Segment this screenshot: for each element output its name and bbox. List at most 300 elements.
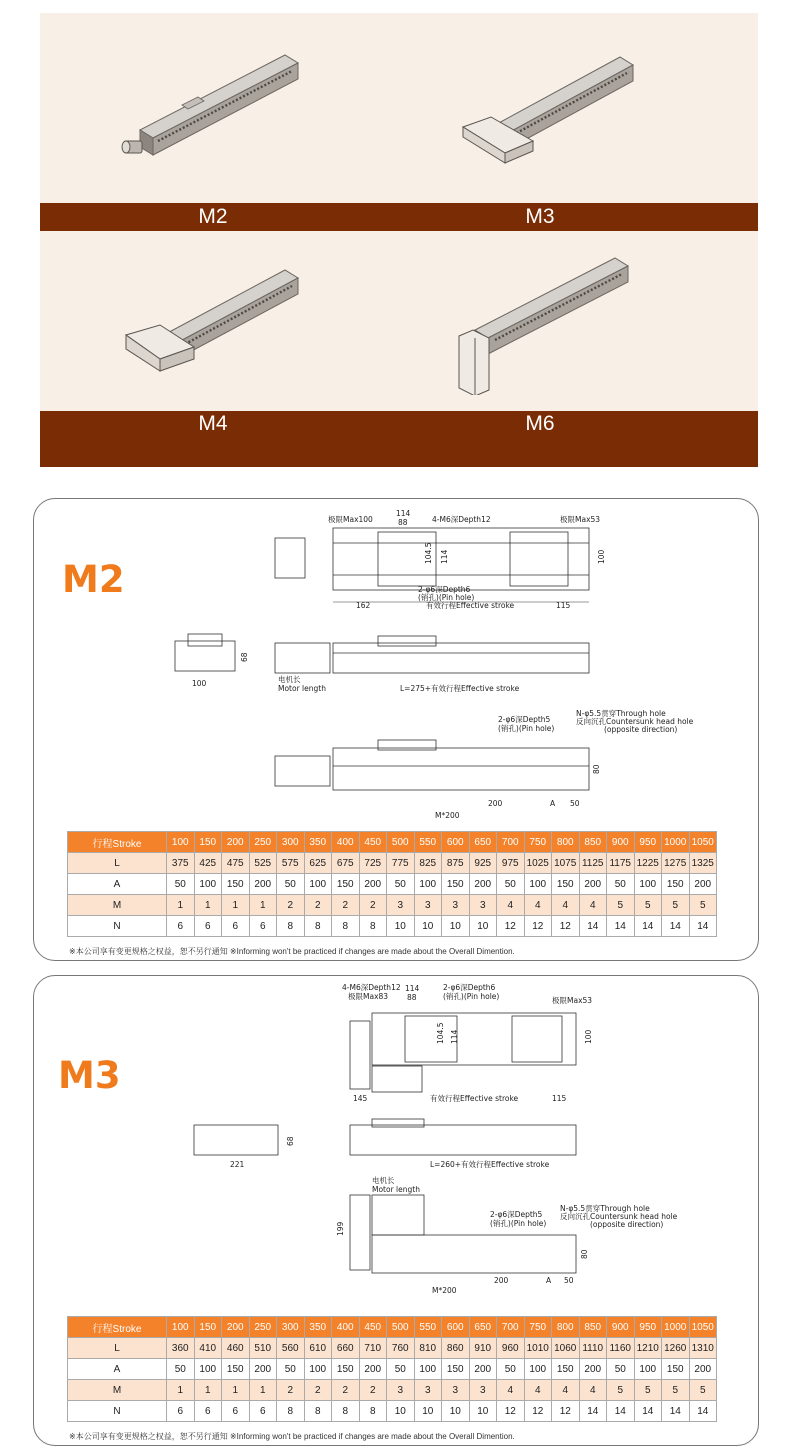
product-image-m6 <box>455 250 645 395</box>
table-cell: 150 <box>194 832 222 853</box>
side-section <box>194 1125 278 1155</box>
table-cell: 950 <box>634 1317 662 1338</box>
table-cell: 610 <box>304 1338 332 1359</box>
row-header-cell: A <box>68 874 167 895</box>
table-cell: 1325 <box>689 853 717 874</box>
table-cell: 50 <box>497 1359 525 1380</box>
table-cell: 50 <box>277 874 305 895</box>
table-cell: 1050 <box>689 1317 717 1338</box>
table-cell: 450 <box>359 1317 387 1338</box>
label-opposite: (opposite direction) <box>590 1220 664 1229</box>
table-cell: 150 <box>222 874 250 895</box>
table-cell: 560 <box>277 1338 305 1359</box>
table-cell: 700 <box>497 1317 525 1338</box>
label-199: 199 <box>336 1221 345 1236</box>
table-cell: 14 <box>607 916 635 937</box>
table-cell: 660 <box>332 1338 360 1359</box>
label-total-len: L=260+有效行程Effective stroke <box>430 1160 550 1169</box>
label-right-len: 115 <box>556 601 571 610</box>
label-88: 88 <box>398 518 408 527</box>
table-cell: 200 <box>579 1359 607 1380</box>
table-cell: 1 <box>249 1380 277 1401</box>
table-cell: 1 <box>222 1380 250 1401</box>
product-image-m3 <box>455 45 645 175</box>
row-header-cell: M <box>68 895 167 916</box>
label-max-right: 极限Max53 <box>560 515 601 524</box>
table-cell: 50 <box>277 1359 305 1380</box>
label-pin-hole: 2-φ6深Depth6 <box>443 983 496 992</box>
table-cell: 760 <box>387 1338 415 1359</box>
variant-label-m6: M6 <box>525 412 555 435</box>
label-114-v: 114 <box>440 549 449 564</box>
table-cell: 910 <box>469 1338 497 1359</box>
label-pin-hole2: 2-φ6深Depth5 <box>490 1210 543 1219</box>
table-cell: 850 <box>579 1317 607 1338</box>
table-cell: 6 <box>222 1401 250 1422</box>
table-row <box>68 1338 717 1359</box>
table-cell: 14 <box>579 916 607 937</box>
table-cell: 150 <box>662 874 690 895</box>
table-cell: 4 <box>497 1380 525 1401</box>
table-cell: 300 <box>277 1317 305 1338</box>
table-cell: 510 <box>249 1338 277 1359</box>
table-cell: 2 <box>332 895 360 916</box>
table-cell: 2 <box>359 1380 387 1401</box>
label-m200: M*200 <box>432 1286 457 1293</box>
variant-label-m2: M2 <box>198 205 228 228</box>
table-cell: 50 <box>167 1359 195 1380</box>
table-cell: 100 <box>414 1359 442 1380</box>
table-cell: 6 <box>167 1401 195 1422</box>
table-cell: 600 <box>442 1317 470 1338</box>
table-cell: 1000 <box>662 832 690 853</box>
table-cell: 150 <box>332 1359 360 1380</box>
table-cell: 5 <box>607 1380 635 1401</box>
label-pin-hole-cn: (销孔)(Pin hole) <box>418 593 475 602</box>
table-cell: 575 <box>277 853 305 874</box>
row-header-cell: M <box>68 1380 167 1401</box>
table-cell: 750 <box>524 1317 552 1338</box>
table-cell: 3 <box>387 895 415 916</box>
table-cell: 50 <box>607 874 635 895</box>
table-cell: 2 <box>277 895 305 916</box>
table-cell: 100 <box>524 1359 552 1380</box>
table-cell: 10 <box>442 1401 470 1422</box>
table-cell: 410 <box>194 1338 222 1359</box>
label-1045: 104.5 <box>436 1022 445 1044</box>
table-cell: 1210 <box>634 1338 662 1359</box>
table-cell: 850 <box>579 832 607 853</box>
disclaimer-note-m2: ※本公司享有变更规格之权益，恕不另行通知 ※Informing won't be practiced if changes are made about the Overall Dimention. <box>69 947 515 956</box>
table-row <box>68 874 717 895</box>
table-cell: 8 <box>359 1401 387 1422</box>
table-cell: 3 <box>442 895 470 916</box>
table-cell: 12 <box>497 1401 525 1422</box>
table-cell: 600 <box>442 832 470 853</box>
table-cell: 14 <box>689 1401 717 1422</box>
product-image-m2 <box>120 45 310 175</box>
table-cell: 5 <box>634 1380 662 1401</box>
spec-table-body <box>68 1317 717 1422</box>
label-100: 100 <box>584 1029 593 1044</box>
table-cell: 14 <box>579 1401 607 1422</box>
table-cell: 14 <box>634 1401 662 1422</box>
top-view <box>350 1013 576 1092</box>
table-cell: 1025 <box>524 853 552 874</box>
table-cell: 10 <box>469 916 497 937</box>
table-cell: 925 <box>469 853 497 874</box>
row-header-cell: A <box>68 1359 167 1380</box>
label-opposite: (opposite direction) <box>604 725 678 734</box>
label-depth-holes: 4-M6深Depth12 <box>432 515 491 524</box>
table-cell: 4 <box>497 895 525 916</box>
row-header-cell: 行程Stroke <box>68 832 167 853</box>
table-row <box>68 1401 717 1422</box>
table-cell: 1 <box>167 1380 195 1401</box>
row-header-cell: L <box>68 1338 167 1359</box>
table-cell: 4 <box>579 895 607 916</box>
table-cell: 650 <box>469 1317 497 1338</box>
label-1045: 104.5 <box>424 542 433 564</box>
table-row <box>68 1317 717 1338</box>
table-cell: 14 <box>607 1401 635 1422</box>
table-cell: 3 <box>387 1380 415 1401</box>
label-114-top: 114 <box>396 509 411 518</box>
table-cell: 1 <box>167 895 195 916</box>
table-cell: 3 <box>469 895 497 916</box>
table-cell: 100 <box>414 874 442 895</box>
label-pin-hole2-cn: (销孔)(Pin hole) <box>498 724 555 733</box>
table-cell: 150 <box>194 1317 222 1338</box>
disclaimer-note-m3: ※本公司享有变更规格之权益，恕不另行通知 ※Informing won't be practiced if changes are made about the Overall Dimention. <box>69 1432 515 1441</box>
table-cell: 150 <box>442 1359 470 1380</box>
table-cell: 5 <box>662 895 690 916</box>
table-cell: 1225 <box>634 853 662 874</box>
table-cell: 150 <box>552 874 580 895</box>
table-cell: 200 <box>469 1359 497 1380</box>
table-cell: 8 <box>332 916 360 937</box>
label-left-len: 145 <box>353 1094 368 1103</box>
table-cell: 2 <box>332 1380 360 1401</box>
table-cell: 200 <box>359 874 387 895</box>
table-row <box>68 1359 717 1380</box>
table-cell: 200 <box>689 1359 717 1380</box>
table-cell: 50 <box>497 874 525 895</box>
side-section <box>175 634 235 671</box>
table-cell: 360 <box>167 1338 195 1359</box>
motor-m6 <box>459 330 489 395</box>
table-cell: 10 <box>387 916 415 937</box>
table-cell: 12 <box>552 1401 580 1422</box>
table-cell: 825 <box>414 853 442 874</box>
table-cell: 400 <box>332 1317 360 1338</box>
label-motor-len: Motor length <box>372 1185 420 1194</box>
label-depth-holes: 4-M6深Depth12 <box>342 983 401 992</box>
table-cell: 1075 <box>552 853 580 874</box>
label-pin-hole2: 2-φ6深Depth5 <box>498 715 551 724</box>
table-cell: 50 <box>387 1359 415 1380</box>
variant-label-m4: M4 <box>198 412 228 435</box>
table-cell: 1175 <box>607 853 635 874</box>
table-cell: 200 <box>222 832 250 853</box>
table-cell: 775 <box>387 853 415 874</box>
table-cell: 1010 <box>524 1338 552 1359</box>
table-cell: 150 <box>442 874 470 895</box>
table-cell: 2 <box>277 1380 305 1401</box>
label-counter-sunk: 反向沉孔Countersunk head hole <box>576 717 694 726</box>
label-114-v: 114 <box>450 1029 459 1044</box>
table-cell: 4 <box>524 1380 552 1401</box>
table-cell: 625 <box>304 853 332 874</box>
label-a: A <box>550 799 556 808</box>
drawing-m2 <box>160 508 720 818</box>
table-cell: 2 <box>304 895 332 916</box>
spec-table-m3 <box>67 1316 717 1422</box>
table-cell: 100 <box>194 874 222 895</box>
table-cell: 900 <box>607 832 635 853</box>
table-cell: 2 <box>304 1380 332 1401</box>
table-cell: 525 <box>249 853 277 874</box>
product-image-m4 <box>120 265 310 395</box>
table-cell: 8 <box>304 1401 332 1422</box>
table-cell: 200 <box>469 874 497 895</box>
table-cell: 100 <box>524 874 552 895</box>
table-cell: 8 <box>359 916 387 937</box>
label-pin-hole-cn: (销孔)(Pin hole) <box>443 992 500 1001</box>
label-a: A <box>546 1276 552 1285</box>
table-cell: 1110 <box>579 1338 607 1359</box>
table-cell: 400 <box>332 832 360 853</box>
label-50: 50 <box>564 1276 574 1285</box>
label-side-height: 68 <box>240 652 249 662</box>
table-cell: 950 <box>634 832 662 853</box>
label-left-len: 162 <box>356 601 371 610</box>
label-max-left: 极限Max100 <box>328 515 373 524</box>
label-motor-len: Motor length <box>278 684 326 693</box>
label-right-len: 115 <box>552 1094 567 1103</box>
table-cell: 750 <box>524 832 552 853</box>
table-cell: 6 <box>249 916 277 937</box>
table-cell: 900 <box>607 1317 635 1338</box>
table-cell: 4 <box>524 895 552 916</box>
table-cell: 810 <box>414 1338 442 1359</box>
table-cell: 350 <box>304 1317 332 1338</box>
table-cell: 250 <box>249 832 277 853</box>
table-cell: 875 <box>442 853 470 874</box>
table-cell: 50 <box>607 1359 635 1380</box>
side-view <box>350 1119 576 1155</box>
label-eff-stroke: 有效行程Effective stroke <box>430 1094 519 1103</box>
table-cell: 300 <box>277 832 305 853</box>
table-cell: 12 <box>497 916 525 937</box>
table-cell: 675 <box>332 853 360 874</box>
table-cell: 800 <box>552 1317 580 1338</box>
table-cell: 10 <box>387 1401 415 1422</box>
table-row <box>68 853 717 874</box>
table-cell: 500 <box>387 1317 415 1338</box>
variant-label-m3: M3 <box>525 205 555 228</box>
table-cell: 1275 <box>662 853 690 874</box>
table-cell: 550 <box>414 1317 442 1338</box>
label-side-height: 68 <box>286 1136 295 1146</box>
table-cell: 975 <box>497 853 525 874</box>
label-m200: M*200 <box>435 811 460 818</box>
table-cell: 3 <box>442 1380 470 1401</box>
label-88: 88 <box>407 993 417 1002</box>
label-200: 200 <box>488 799 503 808</box>
table-cell: 200 <box>689 874 717 895</box>
model-title-m2: M2 <box>62 558 125 601</box>
table-cell: 5 <box>662 1380 690 1401</box>
table-cell: 8 <box>277 916 305 937</box>
table-row <box>68 916 717 937</box>
table-cell: 200 <box>222 1317 250 1338</box>
table-cell: 1060 <box>552 1338 580 1359</box>
table-cell: 1160 <box>607 1338 635 1359</box>
label-114-top: 114 <box>405 984 420 993</box>
label-motor-len-cn: 电机长 <box>372 1176 395 1185</box>
label-pin-hole: 2-φ6深Depth6 <box>418 585 471 594</box>
table-cell: 2 <box>359 895 387 916</box>
table-cell: 650 <box>469 832 497 853</box>
actuator-body <box>475 258 628 354</box>
row-header-cell: 行程Stroke <box>68 1317 167 1338</box>
table-cell: 700 <box>497 832 525 853</box>
table-row <box>68 832 717 853</box>
spec-table-m2 <box>67 831 717 937</box>
table-cell: 3 <box>469 1380 497 1401</box>
table-cell: 50 <box>387 874 415 895</box>
table-cell: 200 <box>249 874 277 895</box>
table-cell: 8 <box>332 1401 360 1422</box>
table-cell: 800 <box>552 832 580 853</box>
table-cell: 150 <box>332 874 360 895</box>
table-cell: 14 <box>689 916 717 937</box>
drawing-m3 <box>160 983 720 1293</box>
table-cell: 100 <box>167 832 195 853</box>
bottom-view <box>350 1195 576 1273</box>
table-cell: 460 <box>222 1338 250 1359</box>
label-motor-len-cn: 电机长 <box>278 675 301 684</box>
label-80: 80 <box>580 1249 589 1259</box>
table-cell: 150 <box>662 1359 690 1380</box>
table-cell: 8 <box>277 1401 305 1422</box>
table-cell: 1 <box>249 895 277 916</box>
label-total-len: L=275+有效行程Effective stroke <box>400 684 520 693</box>
table-cell: 960 <box>497 1338 525 1359</box>
table-cell: 10 <box>442 916 470 937</box>
table-cell: 6 <box>167 916 195 937</box>
variant-bar-top <box>40 203 758 231</box>
table-cell: 10 <box>414 1401 442 1422</box>
table-cell: 1310 <box>689 1338 717 1359</box>
spec-table-body <box>68 832 717 937</box>
table-cell: 10 <box>469 1401 497 1422</box>
table-cell: 6 <box>249 1401 277 1422</box>
table-cell: 1 <box>194 895 222 916</box>
motor-m2 <box>122 141 142 153</box>
table-cell: 12 <box>524 916 552 937</box>
table-cell: 725 <box>359 853 387 874</box>
row-header-cell: L <box>68 853 167 874</box>
table-cell: 500 <box>387 832 415 853</box>
table-cell: 150 <box>222 1359 250 1380</box>
table-cell: 1125 <box>579 853 607 874</box>
bottom-view <box>275 740 589 790</box>
table-cell: 250 <box>249 1317 277 1338</box>
label-50: 50 <box>570 799 580 808</box>
table-cell: 5 <box>607 895 635 916</box>
table-row <box>68 1380 717 1401</box>
variant-bar-bottom <box>40 411 758 467</box>
label-100: 100 <box>597 549 606 564</box>
table-cell: 6 <box>194 916 222 937</box>
table-cell: 4 <box>552 895 580 916</box>
table-cell: 200 <box>249 1359 277 1380</box>
table-cell: 14 <box>662 1401 690 1422</box>
label-max-right: 极限Max53 <box>552 996 593 1005</box>
label-side-width: 221 <box>230 1160 245 1169</box>
table-cell: 1 <box>222 895 250 916</box>
table-cell: 1260 <box>662 1338 690 1359</box>
table-cell: 350 <box>304 832 332 853</box>
table-cell: 100 <box>304 874 332 895</box>
table-cell: 550 <box>414 832 442 853</box>
model-title-m3: M3 <box>58 1054 121 1097</box>
label-side-width: 100 <box>192 679 207 688</box>
label-eff-stroke: 有效行程Effective stroke <box>426 601 515 610</box>
table-cell: 4 <box>552 1380 580 1401</box>
label-through-hole: N-φ5.5贯穿Through hole <box>576 709 666 718</box>
table-cell: 475 <box>222 853 250 874</box>
table-cell: 3 <box>414 1380 442 1401</box>
side-view <box>275 636 589 673</box>
table-cell: 100 <box>304 1359 332 1380</box>
table-cell: 5 <box>689 895 717 916</box>
table-cell: 375 <box>167 853 195 874</box>
table-cell: 6 <box>222 916 250 937</box>
table-cell: 10 <box>414 916 442 937</box>
row-header-cell: N <box>68 916 167 937</box>
table-cell: 710 <box>359 1338 387 1359</box>
table-cell: 5 <box>634 895 662 916</box>
row-header-cell: N <box>68 1401 167 1422</box>
table-cell: 3 <box>414 895 442 916</box>
table-cell: 1050 <box>689 832 717 853</box>
label-pin-hole2-cn: (销孔)(Pin hole) <box>490 1219 547 1228</box>
table-cell: 200 <box>359 1359 387 1380</box>
table-cell: 12 <box>552 916 580 937</box>
table-cell: 100 <box>634 874 662 895</box>
table-cell: 4 <box>579 1380 607 1401</box>
table-cell: 14 <box>662 916 690 937</box>
table-cell: 1 <box>194 1380 222 1401</box>
table-cell: 1000 <box>662 1317 690 1338</box>
table-cell: 8 <box>304 916 332 937</box>
table-cell: 150 <box>552 1359 580 1380</box>
table-row <box>68 895 717 916</box>
table-cell: 100 <box>634 1359 662 1380</box>
table-cell: 425 <box>194 853 222 874</box>
table-cell: 12 <box>524 1401 552 1422</box>
label-counter-sunk: 反向沉孔Countersunk head hole <box>560 1212 678 1221</box>
table-cell: 5 <box>689 1380 717 1401</box>
table-cell: 100 <box>194 1359 222 1380</box>
label-80: 80 <box>592 764 601 774</box>
label-200: 200 <box>494 1276 509 1285</box>
table-cell: 50 <box>167 874 195 895</box>
table-cell: 14 <box>634 916 662 937</box>
